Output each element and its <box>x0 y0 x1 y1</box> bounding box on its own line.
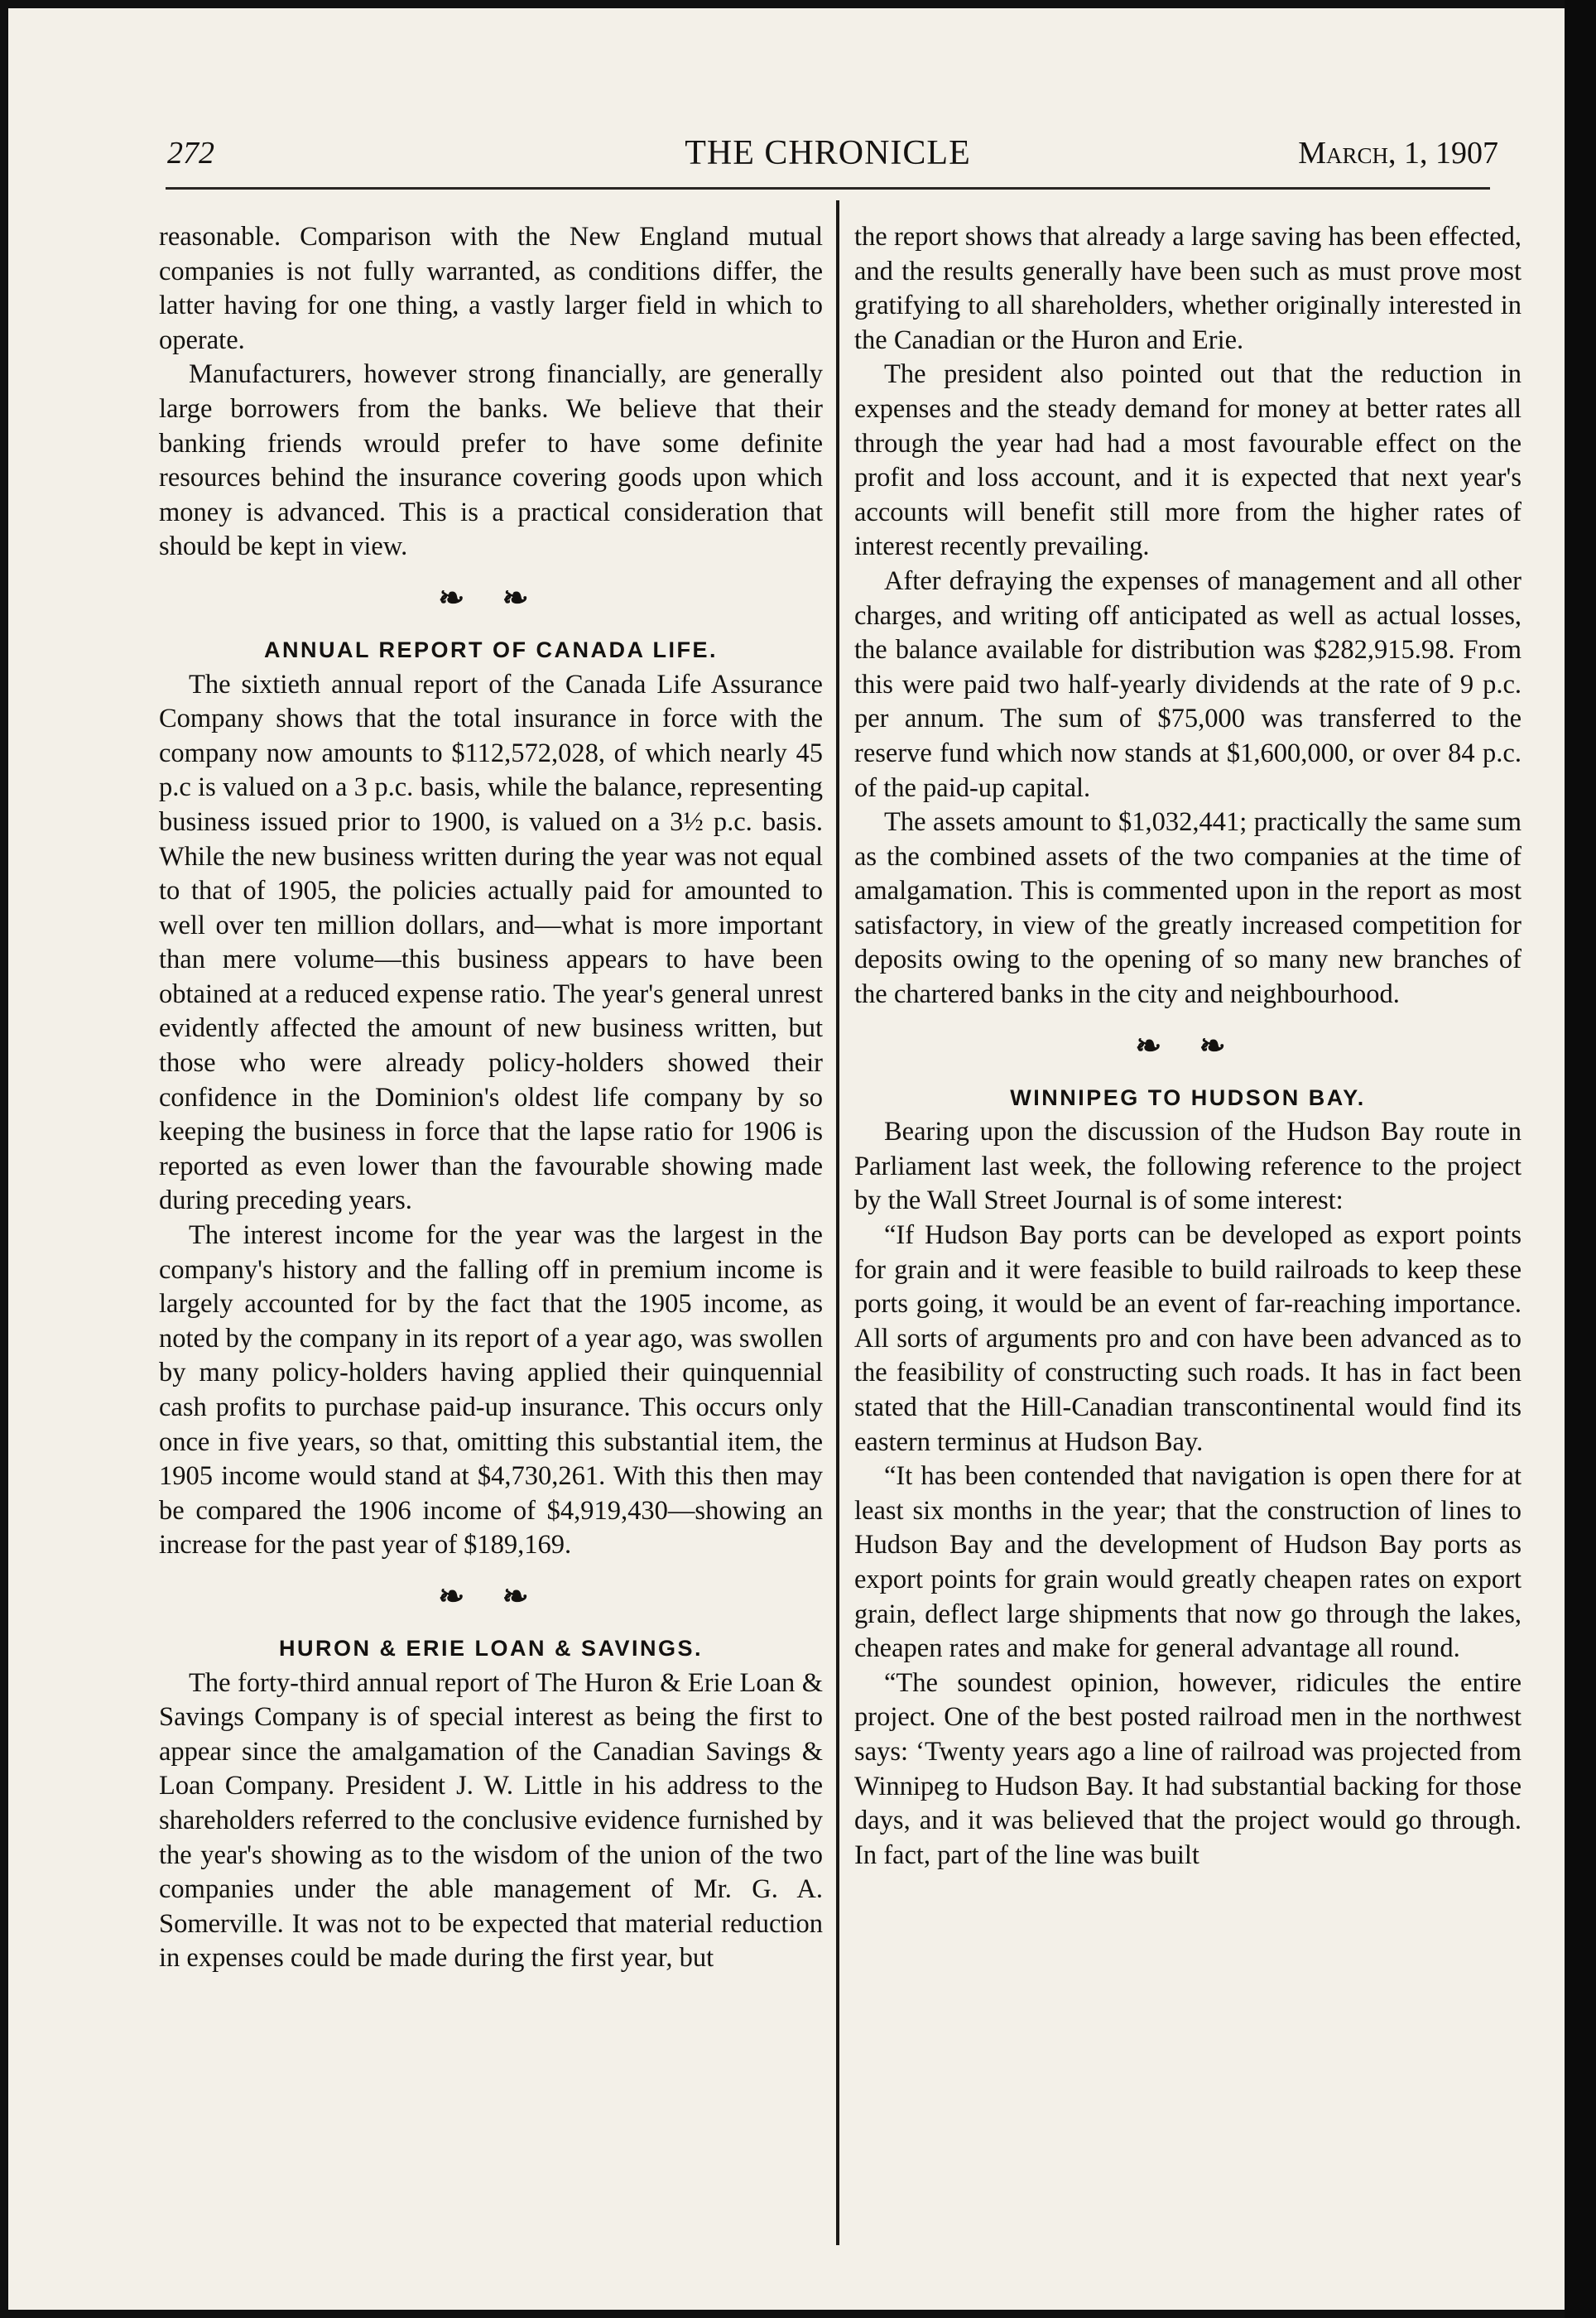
newspaper-page <box>8 8 1565 2310</box>
scan-edge <box>1565 0 1596 2318</box>
paragraph-continued: reasonable. Comparison with the New England mutual companies is not fully warranted, as conditions differ, the latter having for one thing, a vastly larger field in which to operate. <box>159 222 823 355</box>
paragraph-canada-life-1: The sixtieth annual report of the Canada Life Assurance Company shows that the total insurance in force with the company now amounts to $112,572,028, of which nearly 45 p.c is valued on a 3 p.c. basis, while the balance, representing business issued prior to 1900, is valued on a 3½ p.c. basis. While the new business written during the year was not equal to that of 1905, the policies actually paid for amounted to well over ten million dollars, and—what is more important than mere volume—this business appears to have been obtained at a reduced expense ratio. The year's general unrest evidently affected the amount of new business written, but those who were already policy-holders showed their confidence in the Dominion's oldest life company by so keeping the business in force that the lapse ratio for 1906 is reported as even lower than the favourable showing made during preceding years. <box>159 669 823 1216</box>
heading-winnipeg-hudson-bay: WINNIPEG TO HUDSON BAY. <box>1010 1084 1366 1110</box>
paragraph-winnipeg-1: Bearing upon the discussion of the Hudson Bay route in Parliament last week, the following reference to the project by the Wall Street Journal is of some interest: <box>854 1117 1521 1216</box>
paragraph-winnipeg-3: “It has been contended that navigation is open there for at least six months in the year; that the construction of lines to Hudson Bay and the development of Hudson Bay ports as export points for grain would greatly cheapen rates on export grain, deflect large shipments that now go through the lakes, cheapen rates and make for general advantage all round. <box>854 1461 1521 1664</box>
left-column <box>159 220 823 1976</box>
paragraph-assets: The assets amount to $1,032,441; practically the same sum as the combined assets of the two companies at the time of amalgamation. This is commented upon in the report as most satisfactory, in view of the greatly increased competition for deposits owing to the opening of so many new branches of the chartered banks in the city and neighbourhood. <box>854 807 1521 1010</box>
paragraph-defraying: After defraying the expenses of management and all other charges, and writing off anticipated as well as actual losses, the balance available for distribution was $282,915.98. From this were paid two half-yearly dividends at the rate of 9 p.c. per annum. The sum of $75,000 was transferred to the reserve fund which now stands at $1,600,000, or over 84 p.c. of the paid-up capital. <box>854 565 1521 803</box>
paragraph-continued: the report shows that already a large saving has been effected, and the results generally have been such as must prove most gratifying to all shareholders, whether originally interested in the Canadian or the Huron and Erie. <box>854 222 1521 355</box>
column-divider <box>836 200 839 2245</box>
header-rule <box>166 187 1490 190</box>
paragraph-winnipeg-2: “If Hudson Bay ports can be developed as export points for grain and it were feasible to build railroads to keep these ports going, it would be an event of far-reaching importance. All sorts of arguments pro and con have been advanced as to the feasibility of constructing such roads. It has in fact been stated that the Hill-Canadian transcontinental would find its eastern terminus at Hudson Bay. <box>854 1220 1521 1457</box>
journal-title: THE CHRONICLE <box>685 134 971 172</box>
section-ornament-icon: ❧ ❧ <box>438 580 544 616</box>
section-ornament-icon: ❧ ❧ <box>1135 1028 1241 1064</box>
issue-date: March, 1, 1907 <box>1298 136 1498 171</box>
paragraph-manufacturers: Manufacturers, however strong financially, are generally large borrowers from the banks. We believe that their banking friends wrould prefer to have some definite resources behind the insurance covering goods upon which money is advanced. This is a practical consideration that should be kept in view. <box>159 359 823 562</box>
paragraph-president: The president also pointed out that the reduction in expenses and the steady demand for money at better rates all through the year had had a most favourable effect on the profit and loss account, and it is expected that next year's accounts will benefit still more from the higher rates of interest recently prevailing. <box>854 359 1521 562</box>
page-number: 272 <box>167 136 214 171</box>
section-ornament-icon: ❧ ❧ <box>438 1579 544 1614</box>
heading-huron-erie: HURON & ERIE LOAN & SAVINGS. <box>278 1635 704 1661</box>
paragraph-winnipeg-4: “The soundest opinion, however, ridicules the entire project. One of the best posted railroad men in the northwest says: ‘Twenty years ago a line of railroad was projected from Winnipeg to Hudson Bay. It had substantial backing for those days, and it was believed that the project would go through. In fact, part of the line was built <box>854 1667 1521 1870</box>
heading-canada-life: ANNUAL REPORT OF CANADA LIFE. <box>264 637 718 662</box>
paragraph-canada-life-2: The interest income for the year was the largest in the company's history and the falling off in premium income is largely accounted for by the fact that the 1905 income, as noted by the company in its report of a year ago, was swollen by many policy-holders having applied their quinquennial cash profits to purchase paid-up insurance. This occurs only once in five years, so that, omitting this substantial item, the 1905 income would stand at $4,730,261. With this then may be compared the 1906 income of $4,919,430—showing an increase for the past year of $189,169. <box>159 1220 823 1561</box>
right-column <box>854 220 1521 1873</box>
paragraph-huron-erie-1: The forty-third annual report of The Huron & Erie Loan & Savings Company is of special interest as being the first to appear since the amalgamation of the Canadian Savings & Loan Company. President J. W. Little in his address to the shareholders referred to the conclusive evidence furnished by the year's showing as to the wisdom of the union of the two companies under the able management of Mr. G. A. Somerville. It was not to be expected that material reduction in expenses could be made during the first year, but <box>159 1667 823 1974</box>
page-header <box>149 132 1507 182</box>
